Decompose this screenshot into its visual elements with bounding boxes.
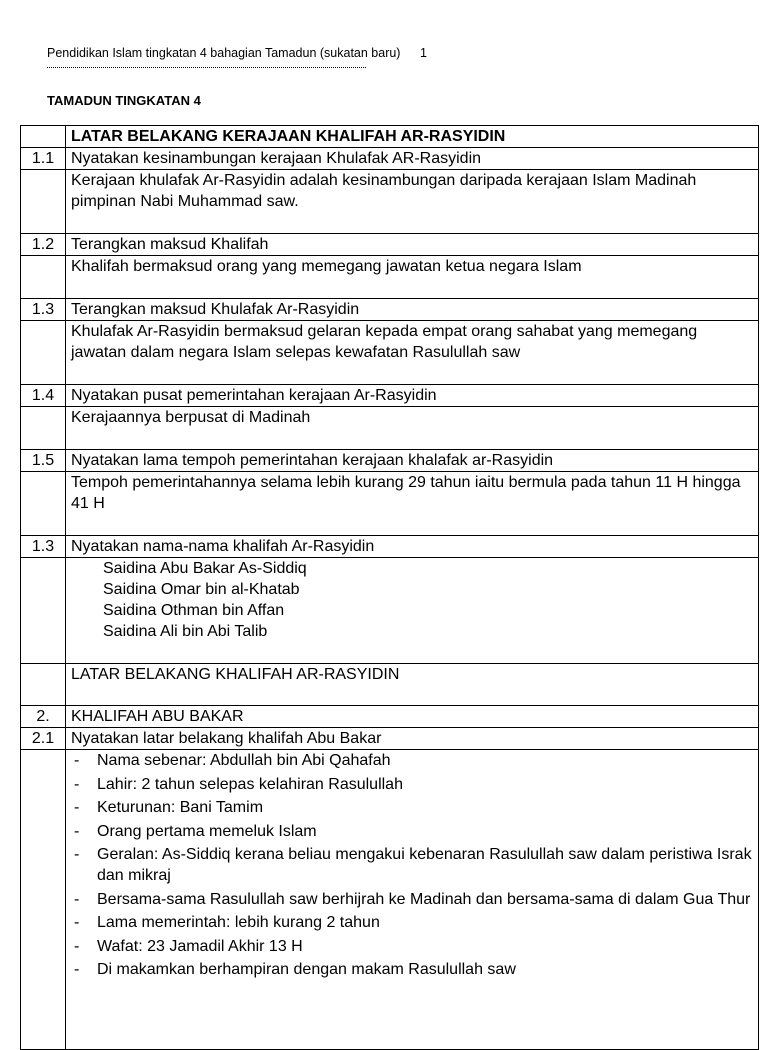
section-row bbox=[21, 706, 759, 728]
answer-row bbox=[21, 472, 759, 536]
answer-text: Tempoh pemerintahannya selama lebih kurang 29 tahun iaitu bermula pada tahun 11 H hingga 41 H bbox=[66, 472, 759, 536]
answer-row bbox=[21, 170, 759, 234]
question-row bbox=[21, 234, 759, 256]
row-number: 1.2 bbox=[21, 234, 66, 256]
header-dotted-rule bbox=[47, 67, 366, 68]
row-number bbox=[21, 170, 66, 234]
khalifah-name: Saidina Ali bin Abi Talib bbox=[103, 623, 268, 640]
answer-row bbox=[21, 407, 759, 450]
question-row bbox=[21, 385, 759, 407]
question-row bbox=[21, 148, 759, 170]
answer-row bbox=[21, 321, 759, 385]
bullet-item: - Orang pertama memeluk Islam bbox=[71, 821, 754, 842]
row-number bbox=[21, 558, 66, 664]
answer-text: Khalifah bermaksud orang yang memegang jawatan ketua negara Islam bbox=[66, 256, 759, 299]
abu-bakar-background-cell bbox=[66, 750, 759, 1050]
header-text: Pendidikan Islam tingkatan 4 bahagian Tamadun (sukatan baru) bbox=[47, 46, 401, 60]
bullet-item: - Lahir: 2 tahun selepas kelahiran Rasulullah bbox=[71, 774, 754, 795]
row-number bbox=[21, 407, 66, 450]
answer-text: Kerajaan khulafak Ar-Rasyidin adalah kesinambungan daripada kerajaan Islam Madinah pimpinan Nabi Muhammad saw. bbox=[66, 170, 759, 234]
row-number bbox=[21, 321, 66, 385]
bullet-item: - Di makamkan berhampiran dengan makam Rasulullah saw bbox=[71, 959, 754, 980]
row-number: 1.3 bbox=[21, 299, 66, 321]
page-number: 1 bbox=[419, 46, 427, 60]
question-table bbox=[20, 125, 759, 1050]
row-number bbox=[21, 126, 66, 148]
bullet-list bbox=[71, 750, 754, 980]
answer-row bbox=[21, 558, 759, 664]
document-heading: TAMADUN TINGKATAN 4 bbox=[47, 93, 201, 108]
khalifah-names-cell bbox=[66, 558, 759, 664]
question-text: Nyatakan latar belakang khalifah Abu Bakar bbox=[66, 728, 759, 750]
bullet-item: - Keturunan: Bani Tamim bbox=[71, 797, 754, 818]
answer-row bbox=[21, 256, 759, 299]
bullet-item: - Geralan: As-Siddiq kerana beliau mengakui kebenaran Rasulullah saw dalam peristiwa Israk dan mikraj bbox=[71, 844, 754, 886]
question-text: Terangkan maksud Khalifah bbox=[66, 234, 759, 256]
row-number: 1.5 bbox=[21, 450, 66, 472]
row-number: 1.1 bbox=[21, 148, 66, 170]
section-subtitle: LATAR BELAKANG KHALIFAH AR-RASYIDIN bbox=[66, 664, 759, 706]
bullet-item: - Wafat: 23 Jamadil Akhir 13 H bbox=[71, 936, 754, 957]
row-number: 2. bbox=[21, 706, 66, 728]
section-title: KHALIFAH ABU BAKAR bbox=[66, 706, 759, 728]
bullet-item: - Lama memerintah: lebih kurang 2 tahun bbox=[71, 912, 754, 933]
row-number bbox=[21, 750, 66, 1050]
question-row bbox=[21, 728, 759, 750]
question-text: Nyatakan lama tempoh pemerintahan kerajaan khalafak ar-Rasyidin bbox=[66, 450, 759, 472]
row-number bbox=[21, 664, 66, 706]
row-number bbox=[21, 256, 66, 299]
question-row bbox=[21, 450, 759, 472]
question-row bbox=[21, 299, 759, 321]
row-number bbox=[21, 472, 66, 536]
bullet-item: - Bersama-sama Rasulullah saw berhijrah ke Madinah dan bersama-sama di dalam Gua Thur bbox=[71, 889, 754, 910]
bullet-item: - Nama sebenar: Abdullah bin Abi Qahafah bbox=[71, 750, 754, 771]
answer-row bbox=[21, 750, 759, 1050]
answer-text: Kerajaannya berpusat di Madinah bbox=[66, 407, 759, 450]
subtitle-row bbox=[21, 664, 759, 706]
running-header bbox=[47, 46, 427, 60]
question-text: Nyatakan kesinambungan kerajaan Khulafak AR-Rasyidin bbox=[66, 148, 759, 170]
row-number: 2.1 bbox=[21, 728, 66, 750]
question-row bbox=[21, 536, 759, 558]
row-number: 1.4 bbox=[21, 385, 66, 407]
table-title: LATAR BELAKANG KERAJAAN KHALIFAH AR-RASYIDIN bbox=[66, 126, 759, 148]
title-row bbox=[21, 126, 759, 148]
khalifah-name: Saidina Omar bin al-Khatab bbox=[103, 581, 300, 598]
khalifah-name: Saidina Othman bin Affan bbox=[103, 602, 285, 619]
answer-text: Khulafak Ar-Rasyidin bermaksud gelaran kepada empat orang sahabat yang memegang jawatan dalam negara Islam selepas kewafatan Rasulullah saw bbox=[66, 321, 759, 385]
khalifah-name: Saidina Abu Bakar As-Siddiq bbox=[103, 560, 307, 577]
question-text: Terangkan maksud Khulafak Ar-Rasyidin bbox=[66, 299, 759, 321]
question-text: Nyatakan pusat pemerintahan kerajaan Ar-Rasyidin bbox=[66, 385, 759, 407]
question-text: Nyatakan nama-nama khalifah Ar-Rasyidin bbox=[66, 536, 759, 558]
row-number: 1.3 bbox=[21, 536, 66, 558]
